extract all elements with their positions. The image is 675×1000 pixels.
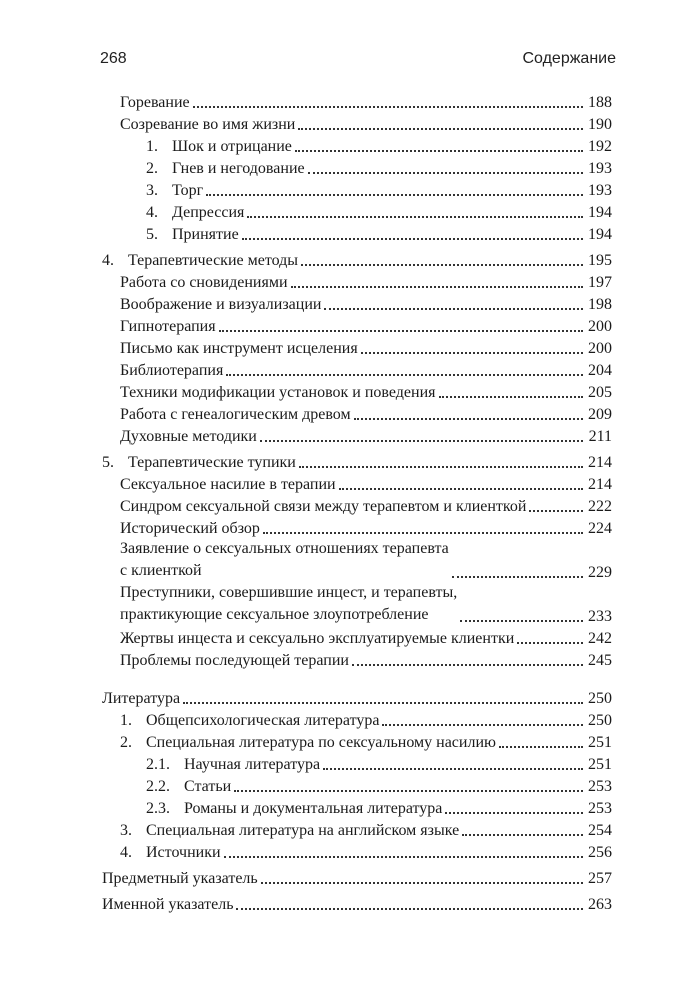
toc-entry-label: Гипнотерапия <box>120 318 216 335</box>
toc-entry-page: 245 <box>588 652 612 669</box>
toc-entry-title <box>146 778 231 796</box>
dot-leader <box>361 352 583 354</box>
toc-entry-page: 198 <box>588 296 612 313</box>
toc-entry-title <box>146 756 320 774</box>
toc-entry <box>102 516 612 538</box>
dot-leader <box>226 374 583 376</box>
dot-leader <box>324 308 583 310</box>
toc-entry-page: 224 <box>588 520 612 537</box>
toc-entry <box>102 686 612 708</box>
toc-entry-label: Гнев и негодование <box>172 160 305 177</box>
toc-entry-title <box>146 226 239 244</box>
toc-entry-number: 3. <box>146 182 158 199</box>
dot-leader <box>247 216 583 218</box>
toc-entry <box>102 582 612 626</box>
table-of-contents-part-1 <box>102 90 612 670</box>
toc-entry <box>102 538 612 582</box>
toc-entry-number: 4. <box>146 204 158 221</box>
toc-entry-title <box>120 822 459 840</box>
toc-entry-page: 229 <box>588 564 612 581</box>
toc-entry-number: 4. <box>120 844 132 861</box>
dot-leader <box>301 264 583 266</box>
toc-entry-label: Специальная литература по сексуальному насилию <box>146 734 496 751</box>
toc-entry-label: Техники модификации установок и поведения <box>120 384 436 401</box>
toc-entry-page: 193 <box>588 160 612 177</box>
dot-leader <box>263 532 583 534</box>
toc-entry-title <box>120 340 358 358</box>
dot-leader <box>352 664 583 666</box>
toc-entry <box>102 380 612 402</box>
toc-entry-title <box>120 712 379 730</box>
toc-entry-title <box>120 428 257 446</box>
toc-entry-page: 263 <box>588 896 612 913</box>
section-title: Содержание <box>522 50 616 67</box>
toc-entry-title <box>146 182 203 200</box>
page-number: 268 <box>100 50 127 67</box>
toc-entry-title <box>120 630 514 648</box>
toc-entry-title <box>102 252 298 270</box>
toc-entry-page: 193 <box>588 182 612 199</box>
toc-entry-title <box>146 204 244 222</box>
toc-entry-number: 5. <box>102 454 114 471</box>
dot-leader <box>439 396 583 398</box>
toc-entry-page: 253 <box>588 800 612 817</box>
dot-leader <box>298 128 583 130</box>
toc-entry-page: 200 <box>588 340 612 357</box>
toc-entry-number: 2.2. <box>146 778 170 795</box>
dot-leader <box>295 150 583 152</box>
dot-leader <box>382 724 583 726</box>
toc-entry-label: Общепсихологическая литература <box>146 712 380 729</box>
toc-entry-page: 250 <box>588 712 612 729</box>
toc-entry-label: Терапевтические тупики <box>128 454 296 471</box>
toc-entry-page: 194 <box>588 204 612 221</box>
toc-entry-page: 222 <box>588 498 612 515</box>
toc-entry <box>102 156 612 178</box>
toc-entry <box>102 892 612 914</box>
dot-leader <box>219 330 583 332</box>
toc-entry-title <box>120 406 351 424</box>
toc-entry-label: Проблемы последующей терапии <box>120 652 349 669</box>
dot-leader <box>499 746 583 748</box>
toc-entry-label: Источники <box>146 844 221 861</box>
toc-entry <box>102 314 612 336</box>
toc-entry <box>102 270 612 292</box>
toc-entry <box>102 134 612 156</box>
toc-entry-page: 192 <box>588 138 612 155</box>
toc-entry-title <box>120 362 223 380</box>
toc-entry-label: Сексуальное насилие в терапии <box>120 476 336 493</box>
toc-entry-page: 214 <box>588 454 612 471</box>
dot-leader <box>261 882 583 884</box>
toc-entry-number: 5. <box>146 226 158 243</box>
toc-entry-title <box>120 538 449 582</box>
toc-entry-title <box>120 652 349 670</box>
toc-entry-label: Созревание во имя жизни <box>120 116 296 133</box>
toc-entry-page: 195 <box>588 252 612 269</box>
toc-entry <box>102 472 612 494</box>
toc-entry-label: Романы и документальная литература <box>184 800 443 817</box>
toc-entry-page: 194 <box>588 226 612 243</box>
toc-entry-title <box>120 476 336 494</box>
dot-leader <box>452 576 583 578</box>
toc-entry <box>102 200 612 222</box>
dot-leader <box>308 172 583 174</box>
toc-entry-label: Синдром сексуальной связи между терапевтом и клиенткой <box>120 498 527 515</box>
toc-entry-label: Работа с генеалогическим древом <box>120 406 351 423</box>
toc-entry-page: 250 <box>588 690 612 707</box>
toc-entry <box>102 424 612 446</box>
running-head <box>100 50 616 74</box>
toc-entry-title <box>146 160 305 178</box>
toc-entry-label: Преступники, совершившие инцест, и терапевты, <box>120 584 458 601</box>
toc-entry-label: Принятие <box>172 226 239 243</box>
toc-entry-page: 197 <box>588 274 612 291</box>
toc-entry-label: Духовные методики <box>120 428 257 445</box>
toc-entry-title <box>120 582 457 626</box>
dot-leader <box>234 790 583 792</box>
toc-entry <box>102 178 612 200</box>
dot-leader <box>323 768 583 770</box>
toc-entry <box>102 708 612 730</box>
toc-entry-number: 3. <box>120 822 132 839</box>
toc-entry <box>102 840 612 862</box>
toc-entry-page: 211 <box>588 428 612 445</box>
toc-entry-number: 1. <box>146 138 158 155</box>
toc-entry-page: 188 <box>588 94 612 111</box>
toc-entry-label: Литература <box>102 690 181 707</box>
toc-entry <box>102 818 612 840</box>
dot-leader <box>183 702 583 704</box>
toc-entry-title <box>102 870 258 888</box>
toc-entry-label: Исторический обзор <box>120 520 260 537</box>
toc-entry-label: Статьи <box>184 778 232 795</box>
toc-entry <box>102 494 612 516</box>
toc-entry-label: Научная литература <box>184 756 321 773</box>
dot-leader <box>299 466 583 468</box>
toc-entry-label: Шок и отрицание <box>172 138 292 155</box>
toc-entry-label: Работа со сновидениями <box>120 274 288 291</box>
toc-entry-number: 2. <box>146 160 158 177</box>
toc-entry-title <box>146 800 442 818</box>
toc-entry-number: 2.3. <box>146 800 170 817</box>
toc-entry-title <box>120 296 321 314</box>
dot-leader <box>206 194 583 196</box>
toc-entry-title <box>120 734 496 752</box>
toc-entry-label: Горевание <box>120 94 190 111</box>
toc-entry <box>102 866 612 888</box>
toc-entry-title <box>102 454 296 472</box>
toc-entry <box>102 336 612 358</box>
toc-entry-page: 200 <box>588 318 612 335</box>
toc-entry <box>102 248 612 270</box>
toc-entry-page: 205 <box>588 384 612 401</box>
toc-entry <box>102 796 612 818</box>
toc-entry-page: 242 <box>588 630 612 647</box>
toc-entry <box>102 358 612 380</box>
dot-leader <box>291 286 583 288</box>
toc-entry-title <box>120 384 436 402</box>
toc-entry <box>102 222 612 244</box>
toc-entry-label: Специальная литература на английском языке <box>146 822 460 839</box>
dot-leader <box>460 620 583 622</box>
dot-leader <box>354 418 583 420</box>
toc-entry-number: 4. <box>102 252 114 269</box>
dot-leader <box>517 642 583 644</box>
toc-entry-title <box>120 318 216 336</box>
dot-leader <box>242 238 583 240</box>
toc-entry <box>102 292 612 314</box>
dot-leader <box>193 106 583 108</box>
dot-leader <box>445 812 583 814</box>
toc-entry-title <box>120 498 526 516</box>
toc-entry-title <box>120 94 190 112</box>
toc-entry-title <box>102 896 233 914</box>
toc-entry-title <box>102 690 180 708</box>
dot-leader <box>260 440 583 442</box>
toc-entry-page: 233 <box>588 608 612 625</box>
dot-leader <box>236 908 583 910</box>
toc-entry <box>102 402 612 424</box>
toc-entry-title <box>120 274 288 292</box>
toc-entry-number: 2. <box>120 734 132 751</box>
table-of-contents-part-2 <box>102 686 612 914</box>
toc-entry-page: 251 <box>588 734 612 751</box>
toc-entry-label: Именной указатель <box>102 896 234 913</box>
toc-entry-label: Библиотерапия <box>120 362 224 379</box>
toc-entry <box>102 730 612 752</box>
dot-leader <box>462 834 583 836</box>
toc-entry-label: Торг <box>172 182 204 199</box>
toc-entry-label: Заявление о сексуальных отношениях терапевта <box>120 540 449 557</box>
dot-leader <box>224 856 583 858</box>
dot-leader <box>339 488 583 490</box>
toc-entry-page: 256 <box>588 844 612 861</box>
toc-entry-title <box>120 844 221 862</box>
toc-entry-number: 2.1. <box>146 756 170 773</box>
toc-entry-label: Предметный указатель <box>102 870 258 887</box>
toc-entry <box>102 112 612 134</box>
toc-entry <box>102 752 612 774</box>
toc-entry-page: 214 <box>588 476 612 493</box>
toc-entry-label: Депрессия <box>172 204 245 221</box>
toc-entry-page: 190 <box>588 116 612 133</box>
toc-entry <box>102 648 612 670</box>
toc-entry-page: 254 <box>588 822 612 839</box>
toc-entry <box>102 626 612 648</box>
toc-entry-label: Письмо как инструмент исцеления <box>120 340 358 357</box>
toc-entry <box>102 774 612 796</box>
toc-entry-number: 1. <box>120 712 132 729</box>
toc-entry-title <box>120 520 260 538</box>
toc-entry-page: 257 <box>588 870 612 887</box>
toc-entry <box>102 90 612 112</box>
toc-entry-label-continued: практикующие сексуальное злоупотребление <box>120 606 429 623</box>
dot-leader <box>529 510 583 512</box>
toc-entry-page: 253 <box>588 778 612 795</box>
toc-entry-label: Терапевтические методы <box>128 252 299 269</box>
toc-entry-title <box>120 116 295 134</box>
toc-entry-page: 209 <box>588 406 612 423</box>
toc-entry-label-continued: с клиенткой <box>120 562 202 579</box>
toc-entry <box>102 450 612 472</box>
toc-entry-page: 204 <box>588 362 612 379</box>
toc-entry-label: Воображение и визуализации <box>120 296 322 313</box>
toc-entry-title <box>146 138 292 156</box>
toc-entry-page: 251 <box>588 756 612 773</box>
toc-entry-label: Жертвы инцеста и сексуально эксплуатируемые клиентки <box>120 630 515 647</box>
